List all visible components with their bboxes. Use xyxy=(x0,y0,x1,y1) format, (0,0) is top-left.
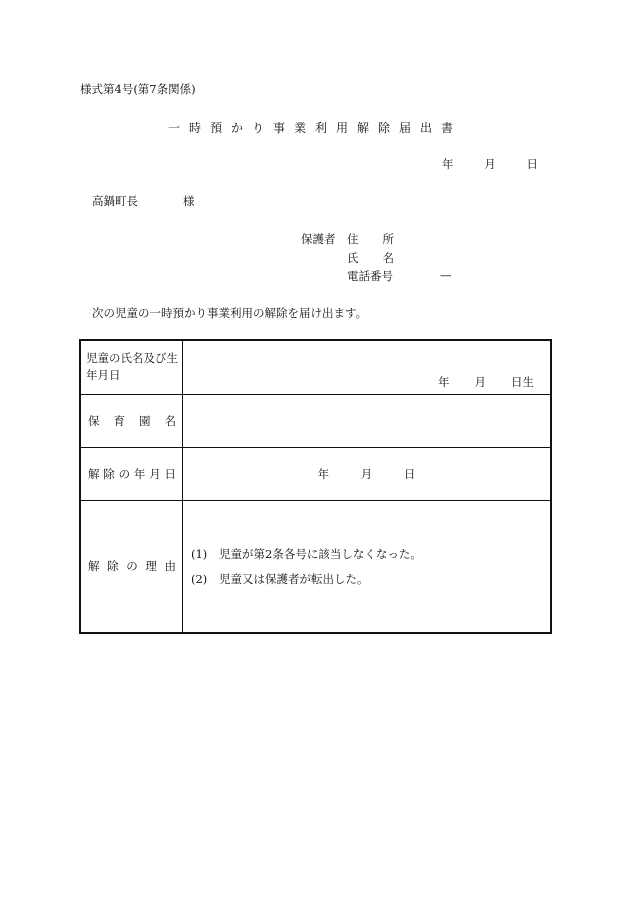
birth-date-fields xyxy=(438,374,534,390)
cancel-month: 月 xyxy=(360,466,373,481)
child-value-cell[interactable] xyxy=(183,340,552,394)
submission-date xyxy=(442,156,538,172)
cancel-date-label xyxy=(81,466,182,482)
reason-text: 児童又は保護者が転出した。 xyxy=(219,571,369,586)
birth-year: 年 xyxy=(438,374,450,389)
name-label xyxy=(347,250,394,266)
reason-number: (1) xyxy=(191,546,208,561)
label-char: 月 xyxy=(149,466,161,481)
date-day: 日 xyxy=(526,157,538,171)
label-char: の xyxy=(126,559,138,574)
label-char: 名 xyxy=(164,413,176,428)
phone-label: 電話番号 xyxy=(347,269,393,283)
address-label-char: 所 xyxy=(382,232,394,246)
reason-value-cell xyxy=(183,500,552,633)
nursery-value-cell[interactable] xyxy=(183,394,552,447)
document-title: 一時預かり事業利用解除届出書 xyxy=(167,121,462,135)
addressee-honorific: 様 xyxy=(183,194,195,208)
cancel-date-value-cell[interactable] xyxy=(183,447,552,500)
phone-separator: — xyxy=(440,268,452,282)
name-label-char: 氏 xyxy=(347,251,359,265)
label-char: 解 xyxy=(88,559,100,574)
label-char: 園 xyxy=(139,413,151,428)
label-char: 由 xyxy=(164,559,176,574)
addressee-name: 高鍋町長 xyxy=(92,194,138,208)
child-label-cell xyxy=(80,340,183,394)
reason-list xyxy=(183,546,550,587)
nursery-label-cell xyxy=(80,394,183,447)
label-char: 保 xyxy=(88,413,100,428)
table-row xyxy=(80,340,551,394)
date-month: 月 xyxy=(484,157,496,171)
label-char: 年 xyxy=(133,466,146,481)
label-char: の xyxy=(118,466,131,481)
label-char: 除 xyxy=(103,466,115,481)
cancel-day: 日 xyxy=(403,466,416,481)
table-row xyxy=(80,447,551,500)
reason-item[interactable] xyxy=(191,546,550,562)
cancel-year: 年 xyxy=(317,466,330,481)
table-row xyxy=(80,500,551,633)
label-char: 日 xyxy=(164,466,176,481)
name-label-char: 名 xyxy=(382,251,394,265)
addressee xyxy=(92,193,195,209)
reason-item[interactable] xyxy=(191,571,550,587)
date-year: 年 xyxy=(442,157,454,171)
reason-label xyxy=(81,558,182,574)
label-char: 解 xyxy=(88,466,100,481)
nursery-label xyxy=(81,413,182,429)
birth-day: 日生 xyxy=(511,374,534,389)
label-char: 理 xyxy=(145,559,157,574)
address-label xyxy=(347,231,394,247)
table-row xyxy=(80,394,551,447)
intro-text: 次の児童の一時預かり事業利用の解除を届け出ます。 xyxy=(92,306,368,320)
reason-text: 児童が第2条各号に該当しなくなった。 xyxy=(219,546,422,561)
reason-number: (2) xyxy=(191,571,208,586)
address-label-char: 住 xyxy=(347,232,359,246)
child-label: 児童の氏名及び生年月日 xyxy=(86,351,178,383)
cancel-date-fields xyxy=(183,466,550,482)
label-char: 除 xyxy=(107,559,119,574)
guardian-label: 保護者 xyxy=(301,232,336,246)
reason-label-cell xyxy=(80,500,183,633)
cancellation-form-table xyxy=(79,339,552,634)
form-number: 様式第4号(第7条関係) xyxy=(80,82,196,96)
cancel-date-label-cell xyxy=(80,447,183,500)
label-char: 育 xyxy=(113,413,125,428)
birth-month: 月 xyxy=(474,374,486,389)
